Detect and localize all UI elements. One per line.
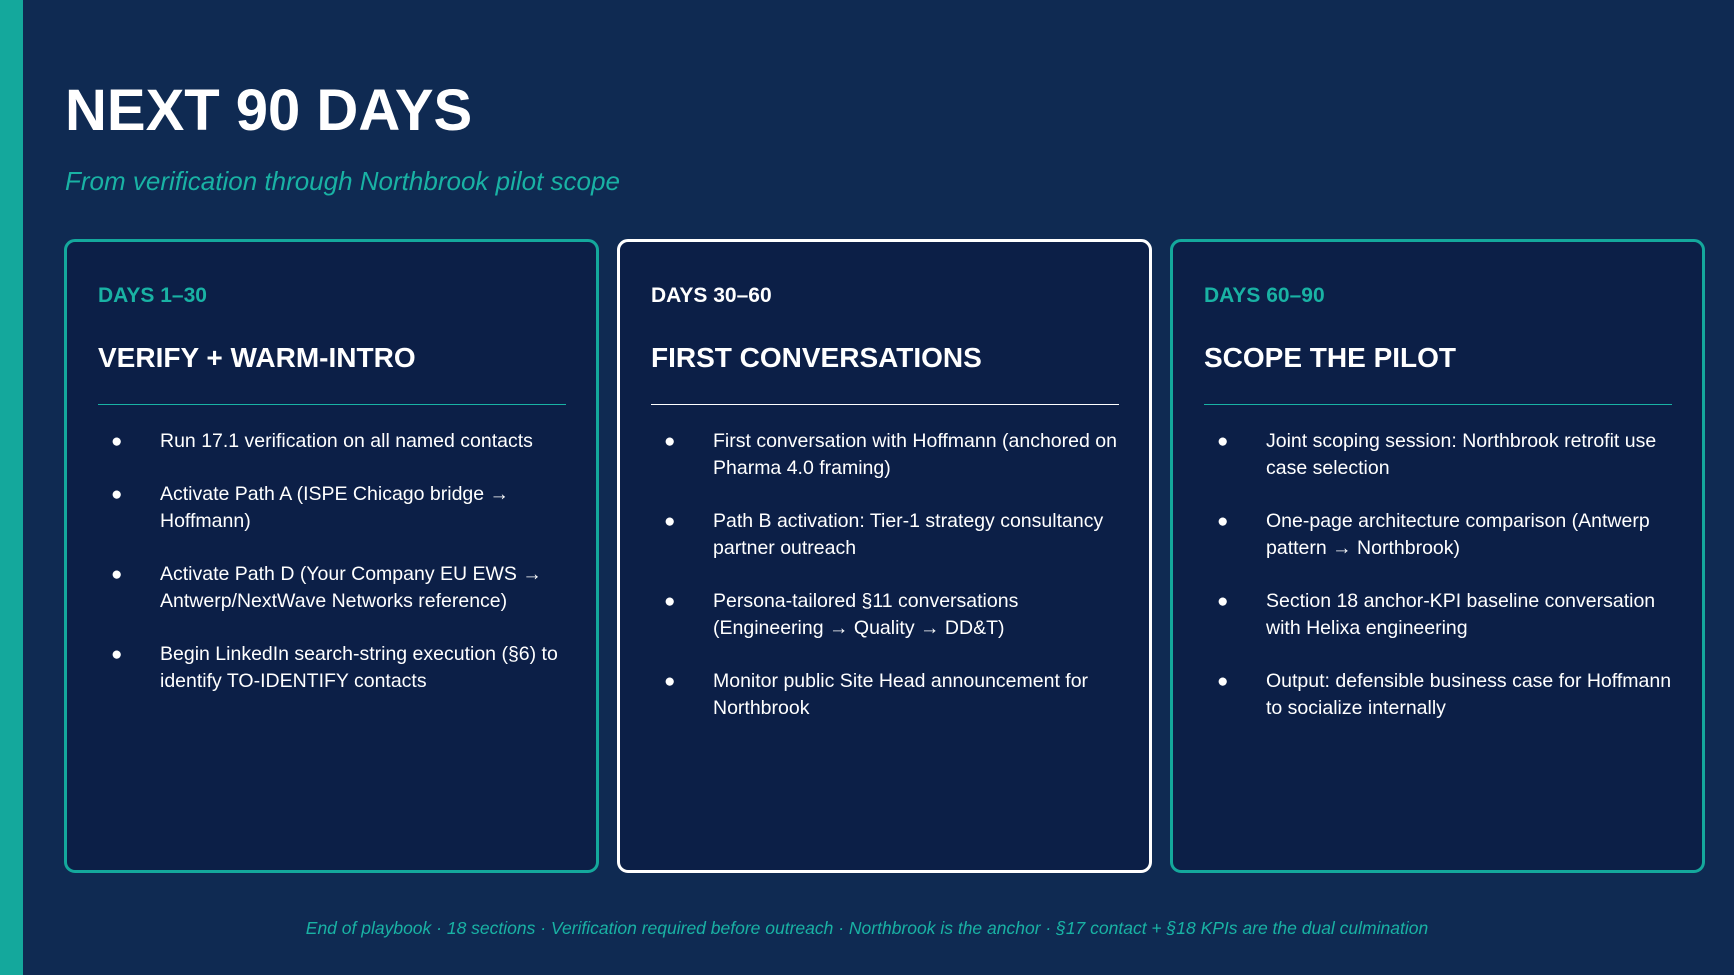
- bullet-item: [651, 588, 1129, 642]
- phase-bullet-list: [1204, 428, 1682, 748]
- bullet-item: [1204, 428, 1682, 482]
- divider: [98, 404, 566, 405]
- bullet-item: [98, 428, 576, 455]
- bullet-dot-icon: ●: [1217, 431, 1229, 452]
- page-subtitle: From verification through Northbrook pilot scope: [65, 166, 620, 196]
- bullet-item: [98, 481, 576, 535]
- bullet-item: [98, 561, 576, 615]
- phase-cards: [64, 239, 1706, 873]
- bullet-item: [651, 668, 1129, 722]
- phase-heading: SCOPE THE PILOT: [1204, 342, 1457, 373]
- bullet-text: Begin LinkedIn search-string execution (§6) to identify TO-IDENTIFY contacts: [160, 643, 558, 692]
- accent-bar: [0, 0, 23, 975]
- bullet-item: [98, 641, 576, 695]
- bullet-dot-icon: ●: [111, 564, 123, 585]
- bullet-dot-icon: ●: [111, 431, 123, 452]
- bullet-dot-icon: ●: [1217, 591, 1229, 612]
- phase-bullet-list: [651, 428, 1129, 748]
- bullet-text: Run 17.1 verification on all named contacts: [160, 430, 533, 452]
- page-title: NEXT 90 DAYS: [65, 78, 473, 143]
- bullet-text: Activate Path A (ISPE Chicago bridge → Hoffmann): [160, 483, 510, 532]
- bullet-dot-icon: ●: [111, 484, 123, 505]
- bullet-text: Monitor public Site Head announcement for Northbrook: [713, 670, 1089, 719]
- phase-card-days-1-30: [64, 239, 599, 873]
- bullet-text: Activate Path D (Your Company EU EWS → Antwerp/NextWave Networks reference): [160, 563, 542, 612]
- divider: [1204, 404, 1672, 405]
- bullet-dot-icon: ●: [664, 591, 676, 612]
- phase-bullet-list: [98, 428, 576, 721]
- bullet-dot-icon: ●: [664, 431, 676, 452]
- bullet-text: Section 18 anchor-KPI baseline conversation with Helixa engineering: [1266, 590, 1656, 639]
- phase-heading: VERIFY + WARM-INTRO: [98, 342, 416, 373]
- bullet-item: [651, 428, 1129, 482]
- phase-days-label: DAYS 30–60: [651, 284, 772, 307]
- bullet-text: Path B activation: Tier-1 strategy consultancy partner outreach: [713, 510, 1104, 559]
- bullet-item: [1204, 668, 1682, 722]
- divider: [651, 404, 1119, 405]
- phase-card-days-30-60: [617, 239, 1152, 873]
- bullet-item: [1204, 508, 1682, 562]
- bullet-text: Persona-tailored §11 conversations (Engineering → Quality → DD&T): [713, 590, 1019, 639]
- bullet-item: [1204, 588, 1682, 642]
- bullet-dot-icon: ●: [1217, 671, 1229, 692]
- bullet-dot-icon: ●: [1217, 511, 1229, 532]
- phase-heading: FIRST CONVERSATIONS: [651, 342, 982, 373]
- bullet-dot-icon: ●: [664, 671, 676, 692]
- bullet-text: First conversation with Hoffmann (anchored on Pharma 4.0 framing): [713, 430, 1117, 479]
- bullet-item: [651, 508, 1129, 562]
- bullet-text: Joint scoping session: Northbrook retrofit use case selection: [1266, 430, 1657, 479]
- phase-days-label: DAYS 60–90: [1204, 284, 1325, 307]
- bullet-dot-icon: ●: [111, 644, 123, 665]
- footer-note: End of playbook · 18 sections · Verification required before outreach · Northbrook is the anchor · §17 contact + §18 KPIs are the dual culmination: [305, 918, 1429, 938]
- bullet-text: One-page architecture comparison (Antwerp pattern → Northbrook): [1266, 510, 1650, 559]
- bullet-text: Output: defensible business case for Hoffmann to socialize internally: [1266, 670, 1672, 719]
- phase-card-days-60-90: [1170, 239, 1705, 873]
- bullet-dot-icon: ●: [664, 511, 676, 532]
- phase-days-label: DAYS 1–30: [98, 284, 207, 307]
